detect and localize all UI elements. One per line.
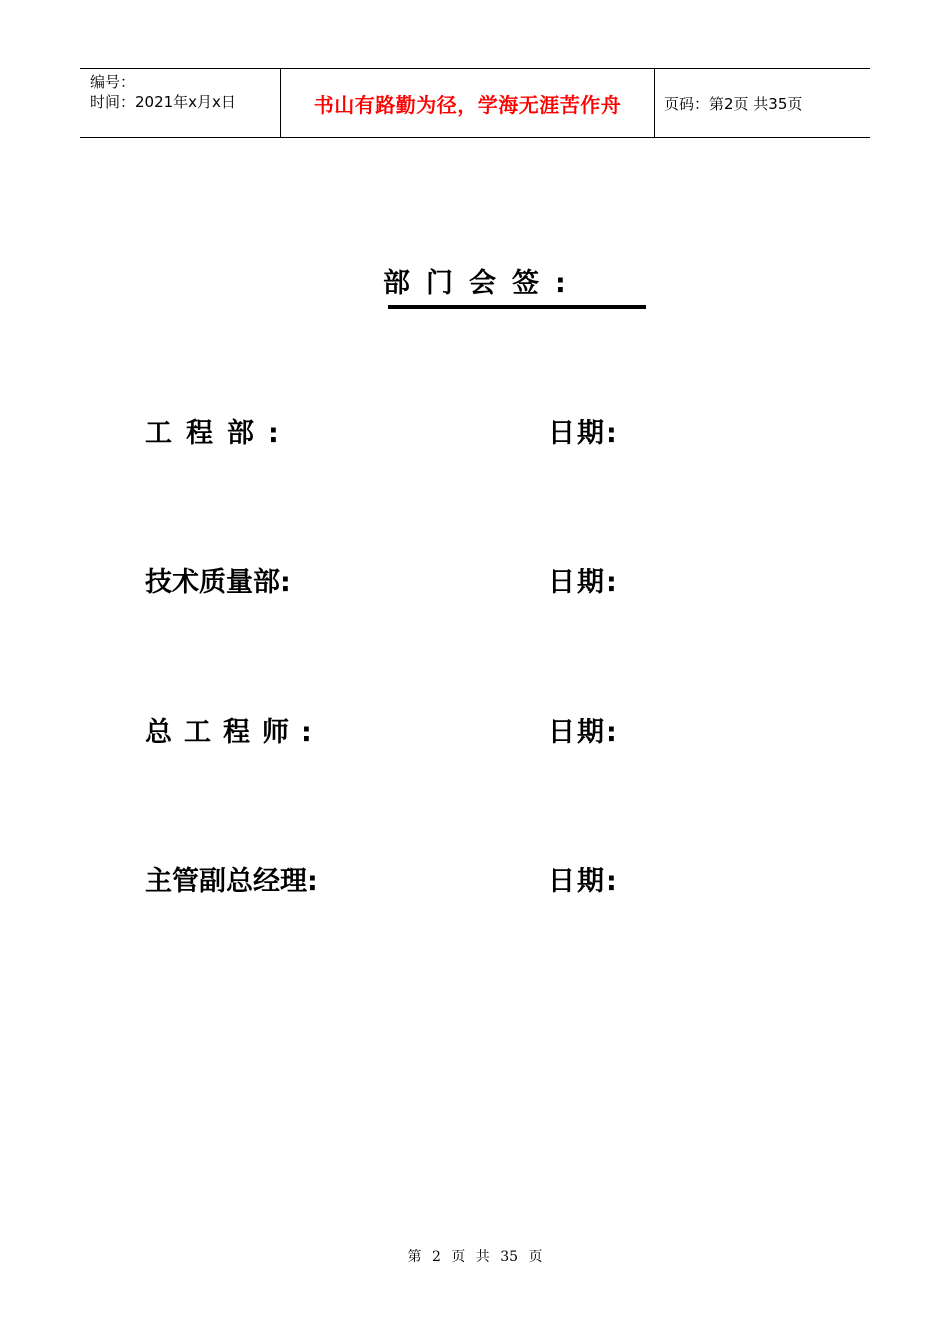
page-header: [80, 68, 870, 138]
header-meta-cell: [80, 69, 281, 137]
header-motto-cell: [281, 69, 655, 137]
time-label: 时间：2021年x月x日: [90, 93, 236, 111]
page-title: 部门会签:: [383, 268, 582, 299]
signature-date-chief-engineer: 日期:: [548, 717, 619, 748]
signature-date-deputy-gm: 日期:: [548, 866, 619, 897]
number-label: 编号：: [90, 73, 136, 91]
signature-label-deputy-gm: 主管副总经理:: [145, 866, 318, 897]
signature-label-quality: 技术质量部:: [145, 567, 291, 598]
page-footer: 第 2 页 共 35 页: [407, 1249, 543, 1265]
signature-label-engineering: 工程部:: [145, 418, 293, 449]
signature-label-chief-engineer: 总工程师:: [145, 717, 324, 748]
signature-date-quality: 日期:: [548, 567, 619, 598]
motto-text: 书山有路勤为径，学海无涯苦作舟: [313, 92, 622, 117]
signature-date-engineering: 日期:: [548, 418, 619, 449]
header-page-cell: [655, 69, 870, 137]
title-underline: [388, 305, 646, 309]
page-info: 页码：第2页 共35页: [664, 94, 803, 113]
